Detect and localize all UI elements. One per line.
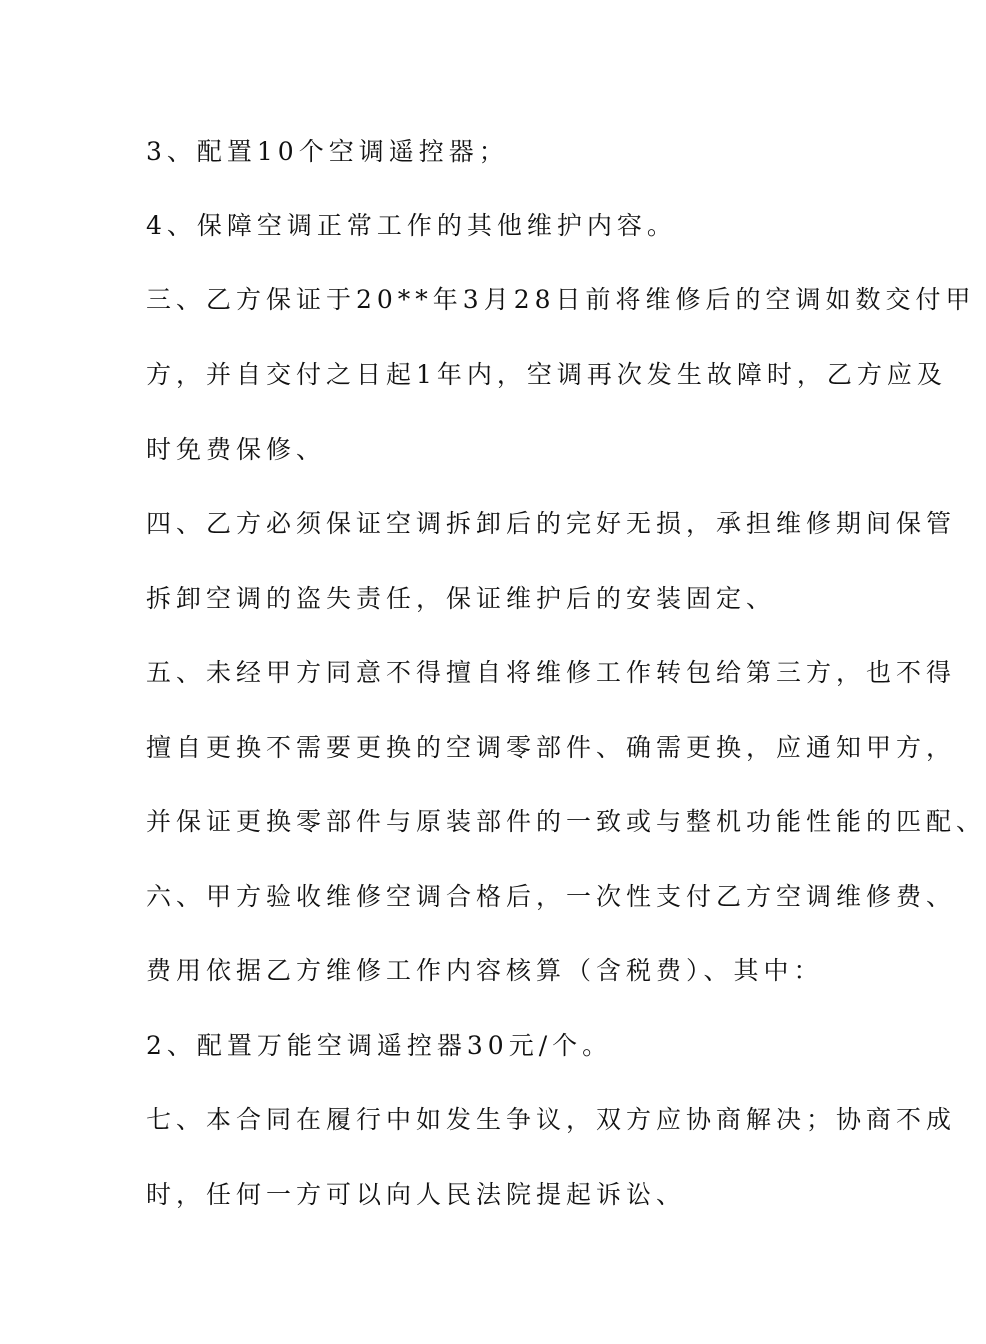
- text-line: 六、甲方验收维修空调合格后，一次性支付乙方空调维修费、: [146, 882, 957, 911]
- text-line: 五、未经甲方同意不得擅自将维修工作转包给第三方，也不得: [146, 658, 957, 687]
- text-line: 拆卸空调的盗失责任，保证维护后的安装固定、: [146, 584, 777, 613]
- text-line: 并保证更换零部件与原装部件的一致或与整机功能性能的匹配、: [146, 807, 986, 836]
- text-line: 方，并自交付之日起1年内，空调再次发生故障时，乙方应及: [146, 360, 947, 389]
- text-line: 时，任何一方可以向人民法院提起诉讼、: [146, 1180, 687, 1209]
- text-line: 3、配置10个空调遥控器；: [146, 137, 509, 166]
- text-line: 2、配置万能空调遥控器30元/个。: [146, 1031, 613, 1060]
- text-line: 4、保障空调正常工作的其他维护内容。: [146, 211, 677, 240]
- text-line: 三、乙方保证于20**年3月28日前将维修后的空调如数交付甲: [146, 285, 976, 314]
- text-line: 七、本合同在履行中如发生争议，双方应协商解决；协商不成: [146, 1105, 957, 1134]
- text-line: 四、乙方必须保证空调拆卸后的完好无损，承担维修期间保管: [146, 509, 957, 538]
- text-line: 费用依据乙方维修工作内容核算（含税费）、其中：: [146, 956, 824, 985]
- text-line: 擅自更换不需要更换的空调零部件、确需更换，应通知甲方，: [146, 733, 957, 762]
- text-line: 时免费保修、: [146, 435, 327, 464]
